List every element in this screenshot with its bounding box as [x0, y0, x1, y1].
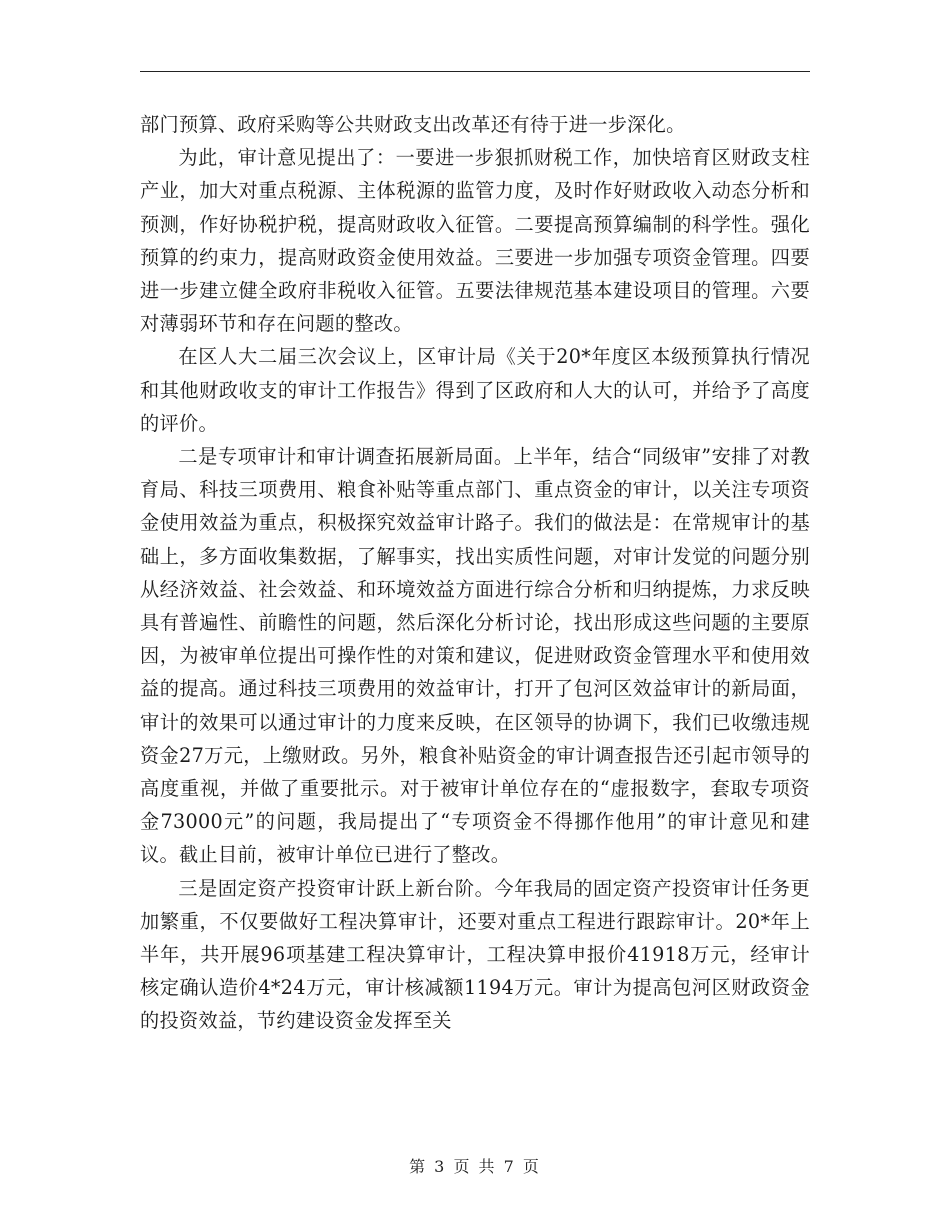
paragraph-fixed-asset-audit: 三是固定资产投资审计跃上新台阶。今年我局的固定资产投资审计任务更加繁重，不仅要做好工程决算审计，还要对重点工程进行跟踪审计。20*年上半年，共开展96项基建工程决算审计，工程决算申报价41918万元，经审计核定确认造价4*24万元，审计核减额1194万元。审计为提高包河区财政资金的投资效益，节约建设资金发挥至关 — [140, 876, 810, 1033]
paragraph-audit-opinions: 为此，审计意见提出了：一要进一步狠抓财税工作，加快培育区财政支柱产业，加大对重点税源、主体税源的监管力度，及时作好财政收入动态分析和预测，作好协税护税，提高财政收入征管。二要提高预算编制的科学性。强化预算的约束力，提高财政资金使用效益。三要进一步加强专项资金管理。四要进一步建立健全政府非税收入征管。五要法律规范基本建设项目的管理。六要对薄弱环节和存在问题的整改。 — [140, 146, 810, 336]
paragraph-special-audit: 二是专项审计和审计调查拓展新局面。上半年，结合“同级审”安排了对教育局、科技三项费用、粮食补贴等重点部门、重点资金的审计，以关注专项资金使用效益为重点，积极探究效益审计路子。我们的做法是：在常规审计的基础上，多方面收集数据，了解事实，找出实质性问题，对审计发觉的问题分别从经济效益、社会效益、和环境效益方面进行综合分析和归纳提炼，力求反映具有普遍性、前瞻性的问题，然后深化分析讨论，找出形成这些问题的主要原因，为被审单位提出可操作性的对策和建议，促进财政资金管理水平和使用效益的提高。通过科技三项费用的效益审计，打开了包河区效益审计的新局面，审计的效果可以通过审计的力度来反映，在区领导的协调下，我们已收缴违规资金27万元，上缴财政。另外，粮食补贴资金的审计调查报告还引起市领导的高度重视，并做了重要批示。对于被审计单位存在的“虚报数字，套取专项资金73000元”的问题，我局提出了“专项资金不得挪作他用”的审计意见和建议。截止目前，被审计单位已进行了整改。 — [140, 445, 810, 867]
paragraph-continuation: 部门预算、政府采购等公共财政支出改革还有待于进一步深化。 — [140, 113, 686, 136]
header-rule — [140, 71, 810, 72]
document-body — [140, 108, 810, 1038]
paragraph-congress-report: 在区人大二届三次会议上，区审计局《关于20*年度区本级预算执行情况和其他财政收支的审计工作报告》得到了区政府和人大的认可，并给予了高度的评价。 — [140, 345, 810, 435]
page-number-footer: 第 3 页 共 7 页 — [409, 1157, 541, 1176]
